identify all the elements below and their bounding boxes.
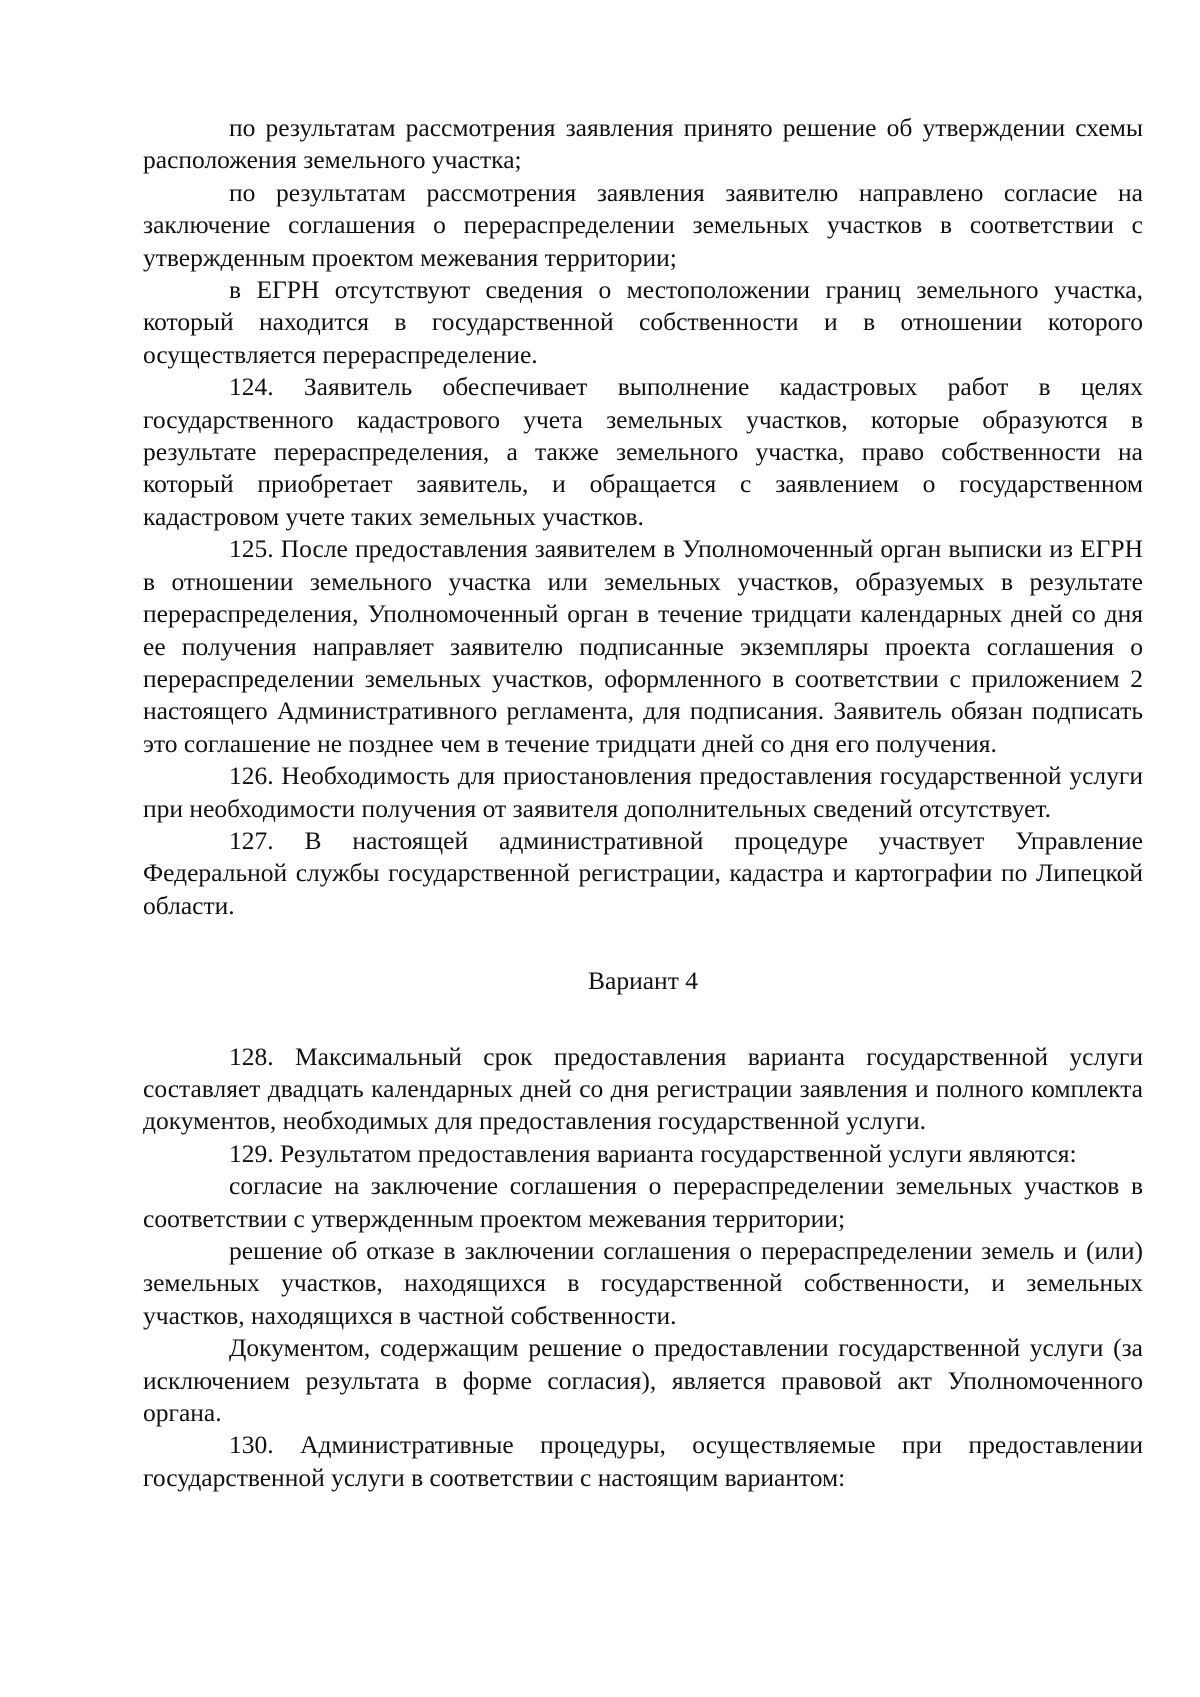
paragraph: Документом, содержащим решение о предоставлении государственной услуги (за исключением результата в форме согласия), является правовой акт Уполномоченного органа. xyxy=(143,1333,1143,1428)
paragraph: согласие на заключение соглашения о перераспределении земельных участков в соответствии с утвержденным проектом межевания территории; xyxy=(143,1171,1143,1233)
paragraph: в ЕГРН отсутствуют сведения о местоположении границ земельного участка, который находится в государственной собственности и в отношении которого осуществляется перераспределение. xyxy=(143,275,1143,369)
paragraph-129: 129. Результатом предоставления варианта государственной услуги являются: xyxy=(229,1138,1077,1168)
paragraph-128: 128. Максимальный срок предоставления варианта государственной услуги составляет двадцать календарных дней со дня регистрации заявления и полного комплекта документов, необходимых для предоставления государственной услуги. xyxy=(143,1041,1143,1136)
paragraph: по результатам рассмотрения заявления заявителю направлено согласие на заключение соглашения о перераспределении земельных участков в соответствии с утвержденным проектом межевания территории; xyxy=(143,177,1143,272)
paragraph-124: 124. Заявитель обеспечивает выполнение кадастровых работ в целях государственного кадастрового учета земельных участков, которые образуются в результате перераспределения, а также земельного участка, право собственности на который приобретает заявитель, и обращается с заявлением о государственном кадастровом учете таких земельных участков. xyxy=(143,372,1143,531)
paragraph: решение об отказе в заключении соглашения о перераспределении земель и (или) земельных участков, находящихся в государственной собственности, и земельных участков, находящихся в частной собственности. xyxy=(143,1236,1143,1330)
paragraph-127: 127. В настоящей административной процедуре участвует Управление Федеральной службы государственной регистрации, кадастра и картографии по Липецкой области. xyxy=(143,825,1143,920)
document-page xyxy=(143,112,1143,1494)
paragraph-125: 125. После предоставления заявителем в Уполномоченный орган выписки из ЕГРН в отношении земельного участка или земельных участков, образуемых в результате перераспределения, Уполномоченный орган в течение тридцати календарных дней со дня ее получения направляет заявителю подписанные экземпляры проекта соглашения о перераспределении земельных участков, оформленного в соответствии с приложением 2 настоящего Административного регламента, для подписания. Заявитель обязан подписать это соглашение не позднее чем в течение тридцати дней со дня его получения. xyxy=(143,534,1143,758)
section-heading: Вариант 4 xyxy=(588,966,698,996)
paragraph: по результатам рассмотрения заявления принято решение об утверждении схемы расположения земельного участка; xyxy=(143,113,1143,175)
paragraph-130: 130. Административные процедуры, осуществляемые при предоставлении государственной услуги в соответствии с настоящим вариантом: xyxy=(143,1430,1143,1492)
paragraph-126: 126. Необходимость для приостановления предоставления государственной услуги при необходимости получения от заявителя дополнительных сведений отсутствует. xyxy=(143,761,1143,823)
